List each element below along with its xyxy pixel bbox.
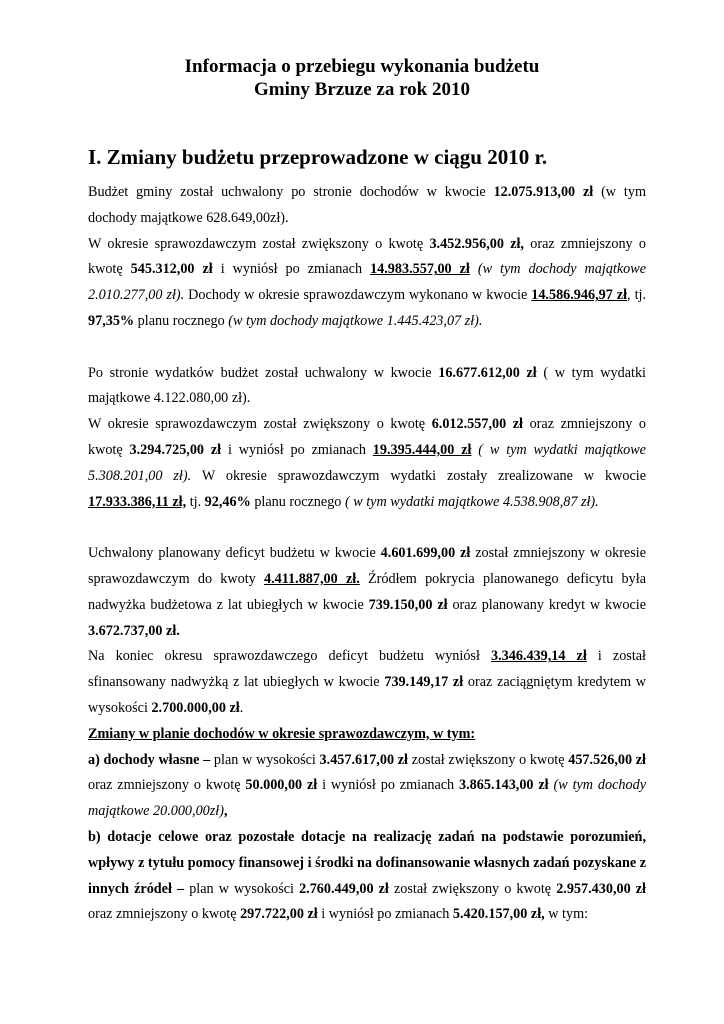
changes-heading: Zmiany w planie dochodów w okresie sprawozdawczym, w tym: <box>88 725 476 742</box>
deficit-paragraph-1: Uchwalony planowany deficyt budżetu w kwocie 4.601.699,00 zł został zmniejszony w okresie sprawozdawczym do kwoty 4.411.887,00 zł. Źródłem pokrycia planowanego deficytu była nadwyżka budżetowa z lat ubiegłych w kwocie 739.150,00 zł oraz planowany kredyt w kwocie 3.672.737,00 zł. <box>88 545 646 639</box>
expenses-paragraph-2: W okresie sprawozdawczym został zwiększony o kwotę 6.012.557,00 zł oraz zmniejszony o kwotę 3.294.725,00 zł i wyniósł po zmianach 19.395.444,00 zł ( w tym wydatki majątkowe 5.308.201,00 zł). W okresie sprawozdawczym wydatki zostały zrealizowane w kwocie 17.933.386,11 zł, tj. 92,46% planu rocznego ( w tym wydatki majątkowe 4.538.908,87 zł). <box>88 416 646 510</box>
changes-point-b: b) dotacje celowe oraz pozostałe dotacje na realizację zadań na podstawie porozumień, wpływy z tytułu pomocy finansowej i środki na dofinansowanie własnych zadań pozyskane z innych źródeł – plan w wysokości 2.760.449,00 zł został zwiększony o kwotę 2.957.430,00 zł oraz zmniejszony o kwotę 297.722,00 zł i wyniósł po zmianach 5.420.157,00 zł, w tym: <box>88 828 647 923</box>
section-heading: I. Zmiany budżetu przeprowadzone w ciągu 2010 r. <box>88 145 548 169</box>
changes-point-a: a) dochody własne – plan w wysokości 3.457.617,00 zł został zwiększony o kwotę 457.526,00 zł oraz zmniejszony o kwotę 50.000,00 zł i wyniósł po zmianach 3.865.143,00 zł (w tym dochody majątkowe 20.000,00zł), <box>88 751 647 820</box>
document-title-line-1: Informacja o przebiegu wykonania budżetu <box>184 56 540 77</box>
deficit-paragraph-2: Na koniec okresu sprawozdawczego deficyt budżetu wyniósł 3.346.439,14 zł i został sfinansowany nadwyżką z lat ubiegłych w kwocie 739.149,17 zł oraz zaciągniętym kredytem w wysokości 2.700.000,00 zł. <box>88 648 646 716</box>
expenses-paragraph-1: Po stronie wydatków budżet został uchwalony w kwocie 16.677.612,00 zł ( w tym wydatki majątkowe 4.122.080,00 zł). <box>88 364 646 407</box>
income-paragraph-2: W okresie sprawozdawczym został zwiększony o kwotę 3.452.956,00 zł, oraz zmniejszony o kwotę 545.312,00 zł i wyniósł po zmianach 14.983.557,00 zł (w tym dochody majątkowe 2.010.277,00 zł). Dochody w okresie sprawozdawczym wykonano w kwocie 14.586.946,97 zł, tj. 97,35% planu rocznego (w tym dochody majątkowe 1.445.423,07 zł). <box>88 235 647 329</box>
document-title-line-2: Gminy Brzuze za rok 2010 <box>253 79 470 100</box>
document-body <box>88 180 646 928</box>
income-paragraph-1: Budżet gminy został uchwalony po stronie dochodów w kwocie 12.075.913,00 zł (w tym dochody majątkowe 628.649,00zł). <box>88 184 646 226</box>
